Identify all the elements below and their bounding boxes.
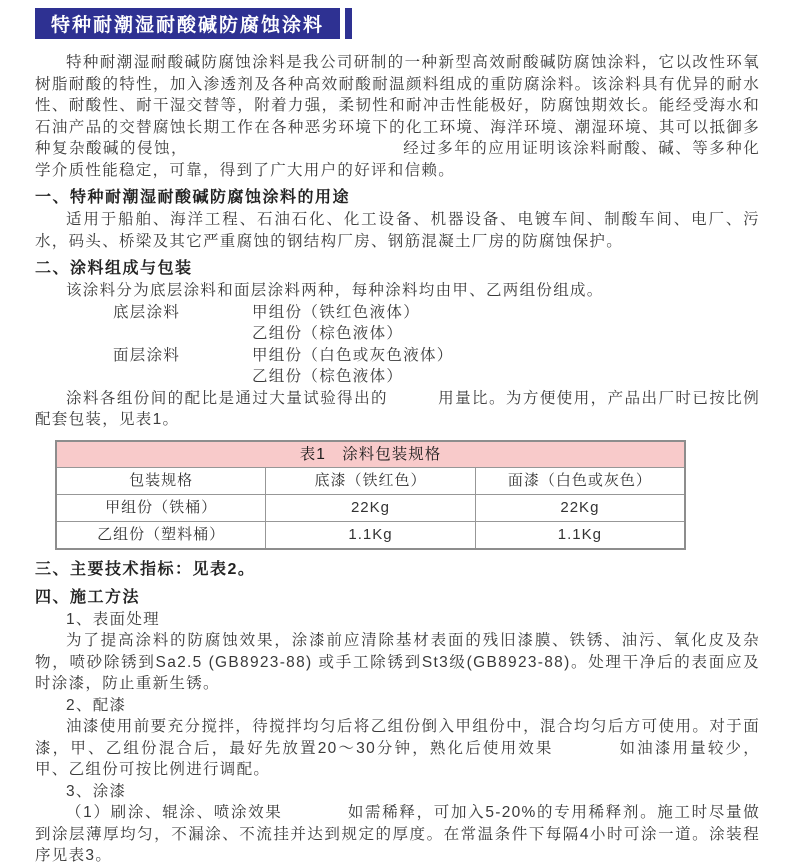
component-value: 乙组份（棕色液体） <box>252 325 404 342</box>
section1-heading: 一、特种耐潮湿耐酸碱防腐蚀涂料的用途 <box>35 189 351 206</box>
table-header-cell: 面漆（白色或灰色） <box>475 468 685 495</box>
redacted-gap <box>282 816 347 817</box>
intro-paragraph <box>35 52 760 181</box>
component-line <box>35 323 760 345</box>
sub3-paragraph <box>35 802 760 867</box>
table-cell: 1.1Kg <box>475 522 685 549</box>
packaging-spec-table <box>55 440 686 550</box>
ratio-text-a: 涂料各组份间的配比是通过大量试验得出的 <box>66 389 388 407</box>
section3-heading: 三、主要技术指标：见表2。 <box>35 560 256 578</box>
ratio-text-b: 用量比。为方便使用，产品出厂时已按比例配套包装，见表1。 <box>35 389 760 428</box>
component-value: 甲组份（铁红色液体） <box>252 303 421 321</box>
table-cell: 乙组份（塑料桶） <box>56 522 266 549</box>
title-banner-row <box>35 8 760 39</box>
component-label: 面层涂料 <box>113 346 181 364</box>
table-row <box>56 522 685 549</box>
component-line <box>35 345 760 367</box>
table-row <box>56 495 685 522</box>
sub2-text-a: 油漆使用前要充分搅拌，待搅拌均匀后将乙组份倒入甲组份中，混合均匀后方可使用。对于面漆，甲、乙组份混合后，最好先放置20～30分钟，熟化后使用效果 <box>35 718 760 757</box>
component-value: 乙组份（棕色液体） <box>252 368 404 385</box>
intro-text-a: 特种耐潮湿耐酸碱防腐蚀涂料是我公司研制的一种新型高效耐酸碱防腐蚀涂料，它以改性环氧树脂耐酸的特性，加入渗透剂及各种高效耐酸耐温颜料组成的重防腐涂料。该涂料具有优异的耐水性、耐酸性、耐干湿交替等，附着力强，柔韧性和耐冲击性能极好，防腐蚀期效长。能经受海水和石油产品的交替腐蚀长期工作在各种恶劣环境下的化工环境、海洋环境、潮湿环境、其可以抵御多种复杂酸碱的侵蚀， <box>35 54 760 157</box>
sub2-paragraph <box>35 716 760 781</box>
component-label: 底层涂料 <box>113 303 181 321</box>
section1-body: 适用于船舶、海洋工程、石油石化、化工设备、机器设备、电镀车间、制酸车间、电厂、污水，码头、桥梁及其它严重腐蚀的钢结构厂房、钢筋混凝土厂房的防腐蚀保护。 <box>35 211 760 250</box>
redacted-gap <box>554 752 619 753</box>
redacted-gap <box>388 402 438 403</box>
page-title: 特种耐潮湿耐酸碱防腐蚀涂料 <box>35 8 340 39</box>
document-body <box>35 52 760 867</box>
sub2-text-b: 如油漆用量较少，甲、乙组份可按比例进行调配。 <box>35 739 760 778</box>
component-line <box>35 366 760 388</box>
table-cell: 甲组份（铁桶） <box>56 495 266 522</box>
sub3-text-b: 如需稀释，可加入5-20%的专用稀释剂。施工时尽量做到涂层薄厚均匀，不漏涂、不流挂并达到规定的厚度。在常温条件下每隔4小时可涂一道。涂装程序见表3。 <box>35 804 760 864</box>
section2-intro: 该涂料分为底层涂料和面层涂料两种，每种涂料均由甲、乙两组份组成。 <box>66 282 604 299</box>
table-header-cell: 包装规格 <box>56 468 266 495</box>
component-value: 甲组份（白色或灰色液体） <box>252 346 454 364</box>
section4-heading: 四、施工方法 <box>35 588 141 606</box>
table-header-row <box>56 468 685 495</box>
table-header-cell: 底漆（铁红色） <box>266 468 476 495</box>
sub1-paragraph: 为了提高涂料的防腐蚀效果，涂漆前应清除基材表面的残旧漆膜、铁锈、油污、氧化皮及杂物，喷砂除锈到Sa2.5 (GB8923-88) 或手工除锈到St3级(GB8923-88)。处理干净后的表面应及时涂漆，防止重新生锈。 <box>35 632 760 692</box>
sub1-title: 1、表面处理 <box>66 610 160 628</box>
sub2-title: 2、配漆 <box>66 696 127 714</box>
table-cell: 1.1Kg <box>266 522 476 549</box>
table-title: 表1 涂料包装规格 <box>56 441 685 468</box>
table-cell: 22Kg <box>266 495 476 522</box>
table-cell: 22Kg <box>475 495 685 522</box>
banner-accent-bar <box>345 8 352 39</box>
intro-text-b: 经过多年的应用证明该涂料耐酸、碱、等多种化学介质性能稳定，可靠，得到了广大用户的好评和信赖。 <box>35 140 760 179</box>
ratio-paragraph <box>35 388 760 431</box>
sub3-text-a: （1）刷涂、辊涂、喷涂效果 <box>66 804 283 821</box>
sub3-title: 3、涂漆 <box>66 782 127 800</box>
redacted-gap <box>188 152 403 153</box>
component-line <box>35 302 760 324</box>
section2-heading: 二、涂料组成与包装 <box>35 260 193 277</box>
table-title-row <box>56 441 685 468</box>
